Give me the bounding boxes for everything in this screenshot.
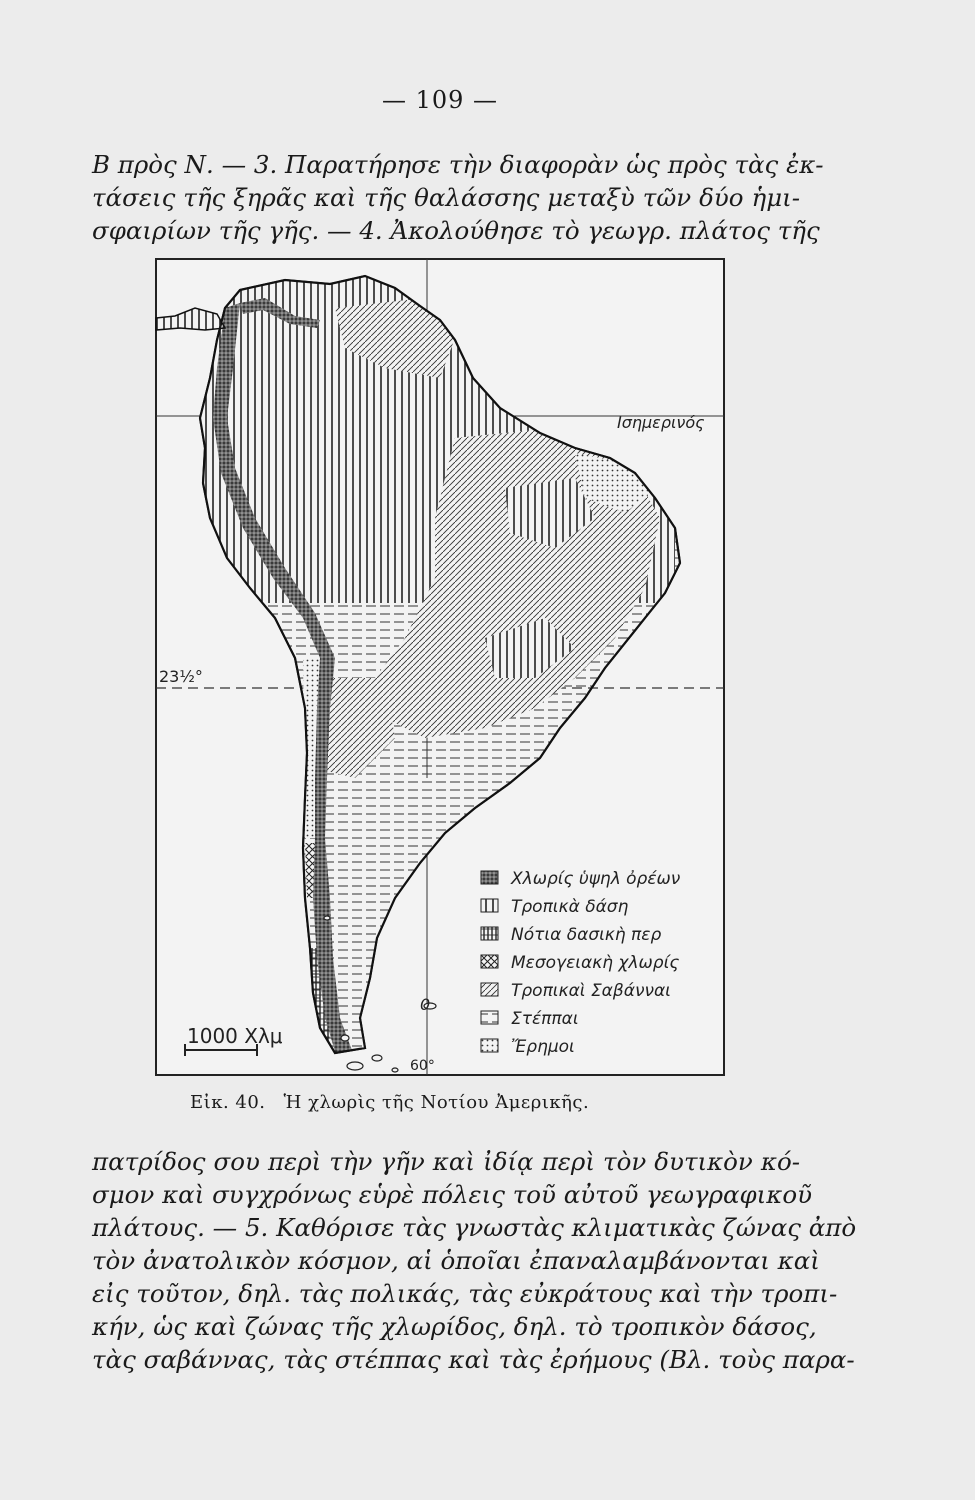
legend-swatch — [481, 871, 498, 884]
text-line: πατρίδος σου περὶ τὴν γῆν καὶ ἰδίᾳ περὶ τὸν δυτικὸν κό- — [92, 1147, 800, 1176]
text-line: εἰς τοῦτον, δηλ. τὰς πολικάς, τὰς εὐκράτους καὶ τὴν τροπι- — [92, 1279, 838, 1308]
figure-caption — [190, 1092, 690, 1113]
legend-label: Χλωρίς ὑψηλ ὀρέων — [511, 869, 681, 889]
tropic-label: 23½° — [159, 667, 203, 686]
text-line: τὰς σαβάννας, τὰς στέππας καὶ τὰς ἐρήμους (Βλ. τοὺς παρα- — [92, 1345, 855, 1374]
text-line: τὸν ἀνατολικὸν κόσμον, αἱ ὁποῖαι ἐπαναλαμβάνονται καὶ — [92, 1246, 820, 1275]
text-line: Β πρὸς Ν. — 3. Παρατήρησε τὴν διαφορὰν ὡς πρὸς τὰς ἐκ- — [92, 150, 824, 179]
legend-swatch — [481, 955, 498, 968]
legend-label: Τροπικὰ δάση — [511, 897, 629, 917]
top-paragraph — [92, 148, 824, 247]
legend-swatch — [481, 927, 498, 940]
legend-label: Τροπικαὶ Σαβάνναι — [511, 981, 671, 1001]
scale-label: 1000 Χλμ — [187, 1024, 283, 1048]
text-line: τάσεις τῆς ξηρᾶς καὶ τῆς θαλάσσης μεταξὺ τῶν δύο ἡμι- — [92, 183, 800, 212]
map-svg — [155, 258, 725, 1076]
bottom-paragraph — [92, 1145, 857, 1376]
legend-label: Νότια δασικὴ περ — [511, 925, 662, 945]
legend-swatch — [481, 983, 498, 996]
vegetation-map — [155, 258, 725, 1076]
text-line: σμον καὶ συγχρόνως εὑρὲ πόλεις τοῦ αὐτοῦ γεωγραφικοῦ — [92, 1180, 812, 1209]
legend-label: Ἔρημοι — [511, 1037, 575, 1057]
legend-label: Μεσογειακὴ χλωρίς — [511, 953, 680, 973]
legend-swatch — [481, 899, 498, 912]
legend-swatch — [481, 1039, 498, 1052]
legend-label: Στέππαι — [511, 1009, 579, 1029]
text-line: πλάτους. — 5. Καθόρισε τὰς γνωστὰς κλιματικὰς ζώνας ἀπὸ — [92, 1213, 857, 1242]
lon-zero-label: 0 — [420, 995, 431, 1014]
text-line: σφαιρίων τῆς γῆς. — 4. Ἀκολούθησε τὸ γεωγρ. πλάτος τῆς — [92, 216, 820, 245]
page-number: — 109 — — [381, 86, 499, 114]
longitude-label: 60° — [410, 1058, 435, 1074]
figure-number: Εἰκ. 40. — [190, 1092, 266, 1113]
text-line: κήν, ὡς καὶ ζώνας τῆς χλωρίδος, δηλ. τὸ τροπικὸν δάσος, — [92, 1312, 817, 1341]
equator-label: Ισημερινός — [617, 413, 705, 432]
legend-swatch — [481, 1011, 498, 1024]
figure-title: Ἡ χλωρὶς τῆς Νοτίου Ἀμερικῆς. — [283, 1092, 590, 1113]
